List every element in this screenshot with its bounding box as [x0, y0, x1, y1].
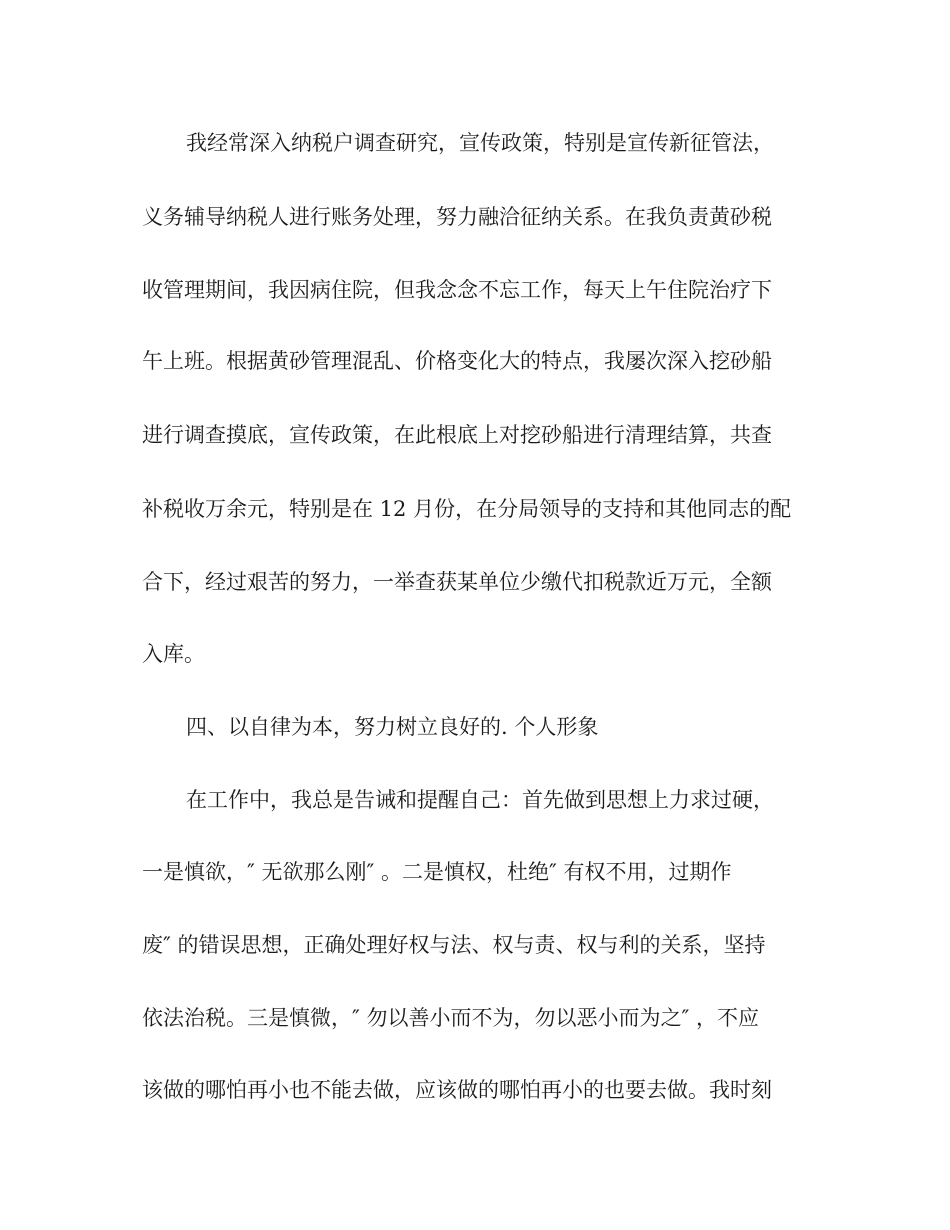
paragraph-line: 入库。 — [142, 642, 205, 666]
paragraph-line: 我经常深入纳税户调查研究，宣传政策，特别是宣传新征管法， — [186, 131, 774, 155]
section-heading: 四、以自律为本，努力树立良好的. 个人形象 — [186, 715, 599, 739]
paragraph-line: 废″ 的错误思想，正确处理好权与法、权与责、权与利的关系，坚持 — [142, 933, 766, 957]
paragraph-line: 收管理期间，我因病住院，但我念念不忘工作，每天上午住院治疗下 — [142, 278, 772, 302]
paragraph-line: 进行调查摸底，宣传政策，在此根底上对挖砂船进行清理结算，共查 — [142, 423, 772, 447]
paragraph-line: 在工作中，我总是告诫和提醒自己：首先做到思想上力求过硬， — [186, 788, 774, 812]
paragraph-line: 该做的哪怕再小也不能去做，应该做的哪怕再小的也要去做。我时刻 — [142, 1078, 772, 1102]
paragraph-line: 午上班。根据黄砂管理混乱、价格变化大的特点，我屡次深入挖砂船 — [142, 349, 772, 373]
paragraph-line: 补税收万余元，特别是在 12 月份，在分局领导的支持和其他同志的配 — [142, 497, 792, 521]
paragraph-line: 合下，经过艰苦的努力，一举查获某单位少缴代扣税款近万元，全额 — [142, 570, 772, 594]
paragraph-line: 依法治税。三是慎微，″ 勿以善小而不为，勿以恶小而为之″ ，不应 — [142, 1006, 760, 1030]
paragraph-line: 一是慎欲，″ 无欲那么刚″ 。二是慎权，杜绝″ 有权不用，过期作 — [142, 860, 732, 884]
paragraph-line: 义务辅导纳税人进行账务处理，努力融洽征纳关系。在我负责黄砂税 — [142, 205, 772, 229]
